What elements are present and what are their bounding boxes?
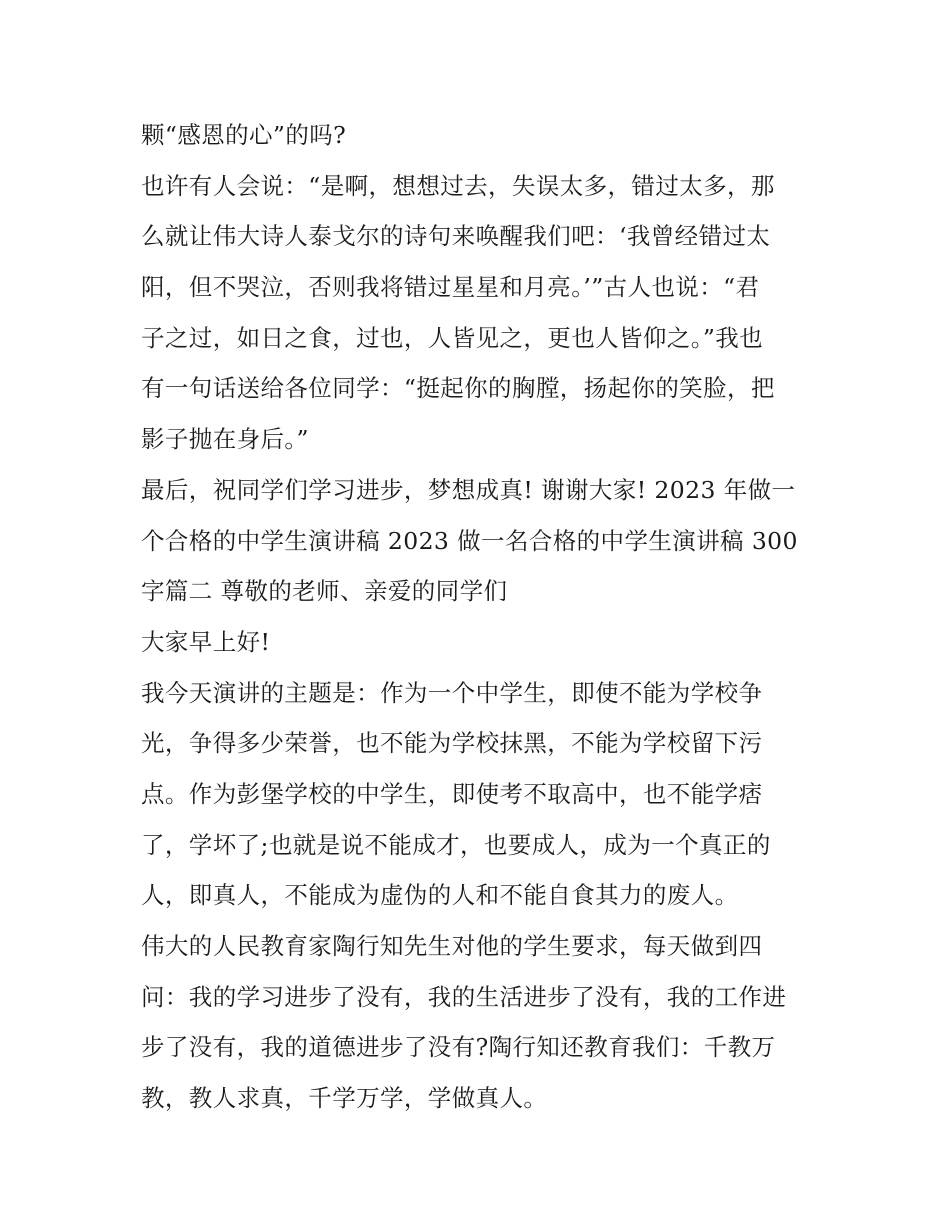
text-line: 个合格的中学生演讲稿 2023 做一名合格的中学生演讲稿 300 xyxy=(141,526,798,555)
text-line: 阳，但不哭泣，否则我将错过星星和月亮。’”古人也说：“君 xyxy=(141,273,760,302)
text-line: 光，争得多少荣誉，也不能为学校抹黑，不能为学校留下污 xyxy=(141,729,763,758)
text-line: 子之过，如日之食，过也，人皆见之，更也人皆仰之。”我也 xyxy=(141,323,764,352)
text-line: 了，学坏了;也就是说不能成才，也要成人，成为一个真正的 xyxy=(141,830,771,859)
text-line: 我今天演讲的主题是：作为一个中学生，即使不能为学校争 xyxy=(141,678,763,707)
text-line: 也许有人会说：“是啊，想想过去，失误太多，错过太多，那 xyxy=(141,171,775,200)
text-line: 颗“感恩的心”的吗? xyxy=(141,121,347,149)
text-line: 字篇二 尊敬的老师、亲爱的同学们 xyxy=(141,577,508,606)
text-line: 最后，祝同学们学习进步，梦想成真! 谢谢大家! 2023 年做一 xyxy=(141,475,796,504)
text-line: 么就让伟大诗人泰戈尔的诗句来唤醒我们吧：‘我曾经错过太 xyxy=(141,222,771,251)
text-line: 问：我的学习进步了没有，我的生活进步了没有，我的工作进 xyxy=(141,982,787,1011)
text-line: 伟大的人民教育家陶行知先生对他的学生要求，每天做到四 xyxy=(141,932,763,960)
text-line: 点。作为彭堡学校的中学生，即使考不取高中，也不能学痞 xyxy=(141,779,763,808)
text-line: 步了没有，我的道德进步了没有?陶行知还教育我们：千教万 xyxy=(141,1033,776,1062)
body-text xyxy=(141,110,821,1124)
text-line: 大家早上好! xyxy=(141,627,271,656)
text-line: 有一句话送给各位同学：“挺起你的胸膛，扬起你的笑脸，把 xyxy=(141,374,775,403)
text-line: 教，教人求真，千学万学，学做真人。 xyxy=(141,1084,548,1113)
text-line: 影子抛在身后。” xyxy=(141,425,309,454)
text-line: 人，即真人，不能成为虚伪的人和不能自食其力的废人。 xyxy=(141,881,739,910)
